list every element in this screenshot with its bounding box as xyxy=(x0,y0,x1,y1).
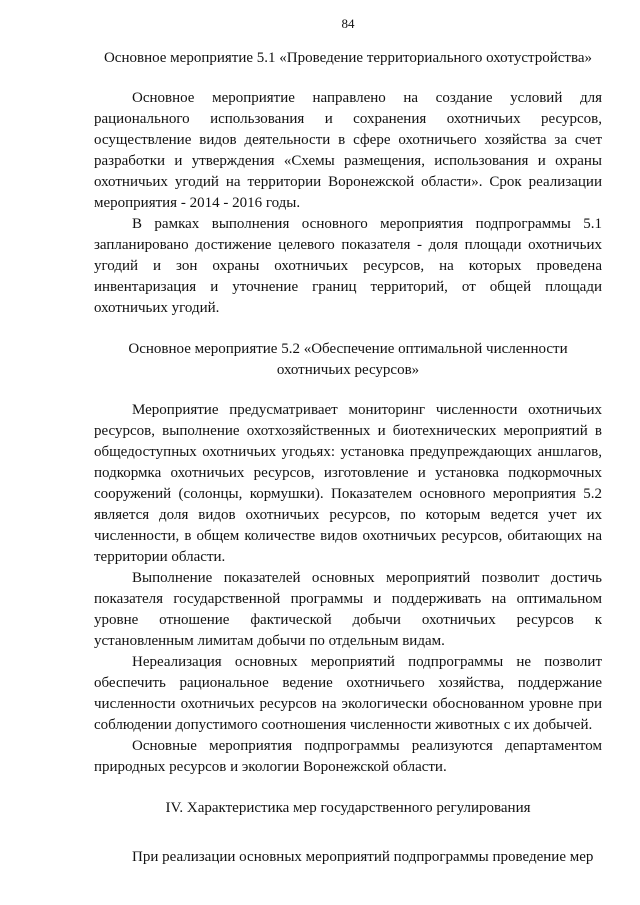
section-5-1-heading: Основное мероприятие 5.1 «Проведение территориального охотустройства» xyxy=(103,50,593,66)
section-5-2-paragraph-1: Мероприятие предусматривает мониторинг численности охотничьих ресурсов, выполнение охотхозяйственных и биотехнических мероприятий в общедоступных охотничьих угодьях: установка предупреждающих аншлагов, подкормка охотничьих ресурсов, изготовление и установка подкормочных сооружений (солонцы, кормушки). Показателем основного мероприятия 5.2 является доля видов охотничьих ресурсов, по которым ведется учет их численности, в общем количестве видов охотничьих ресурсов, обитающих на территории области. xyxy=(94,402,602,565)
section-5-2-paragraph-2: Выполнение показателей основных мероприятий позволит достичь показателя государственной программы и поддерживать на оптимальном уровне отношение фактической добычи охотничьих ресурсов к установленным лимитам добычи по отдельным видам. xyxy=(94,570,602,649)
page-number: 84 xyxy=(341,16,355,31)
section-5-2-paragraph-4: Основные мероприятия подпрограммы реализуются департаментом природных ресурсов и экологии Воронежской области. xyxy=(94,738,602,775)
section-5-2-heading-line-2: охотничьих ресурсов» xyxy=(276,362,420,378)
section-iv-paragraph-1: При реализации основных мероприятий подпрограммы проведение мер xyxy=(132,849,594,865)
section-iv-heading: IV. Характеристика мер государственного регулирования xyxy=(165,800,531,816)
section-5-2-heading xyxy=(94,339,602,381)
section-5-2-heading-line-1: Основное мероприятие 5.2 «Обеспечение оптимальной численности xyxy=(128,341,568,357)
section-5-2-paragraph-3: Нереализация основных мероприятий подпрограммы не позволит обеспечить рациональное ведение охотничьего хозяйства, поддержание численности охотничьих ресурсов на экологически обоснованном уровне при соблюдении допустимого соотношения численности животных с их добычей. xyxy=(94,654,602,733)
section-5-1-paragraph-1: Основное мероприятие направлено на создание условий для рационального использования и сохранения охотничьих ресурсов, осуществление видов деятельности в сфере охотничьего хозяйства за счет разработки и утверждения «Схемы размещения, использования и охраны охотничьих угодий на территории Воронежской области». Срок реализации мероприятия - 2014 - 2016 годы. xyxy=(94,90,602,211)
section-5-1-paragraph-2: В рамках выполнения основного мероприятия подпрограммы 5.1 запланировано достижение целевого показателя - доля площади охотничьих угодий и зон охраны охотничьих ресурсов, на которых проведена инвентаризация и уточнение границ территорий, от общей площади охотничьих угодий. xyxy=(94,216,602,316)
